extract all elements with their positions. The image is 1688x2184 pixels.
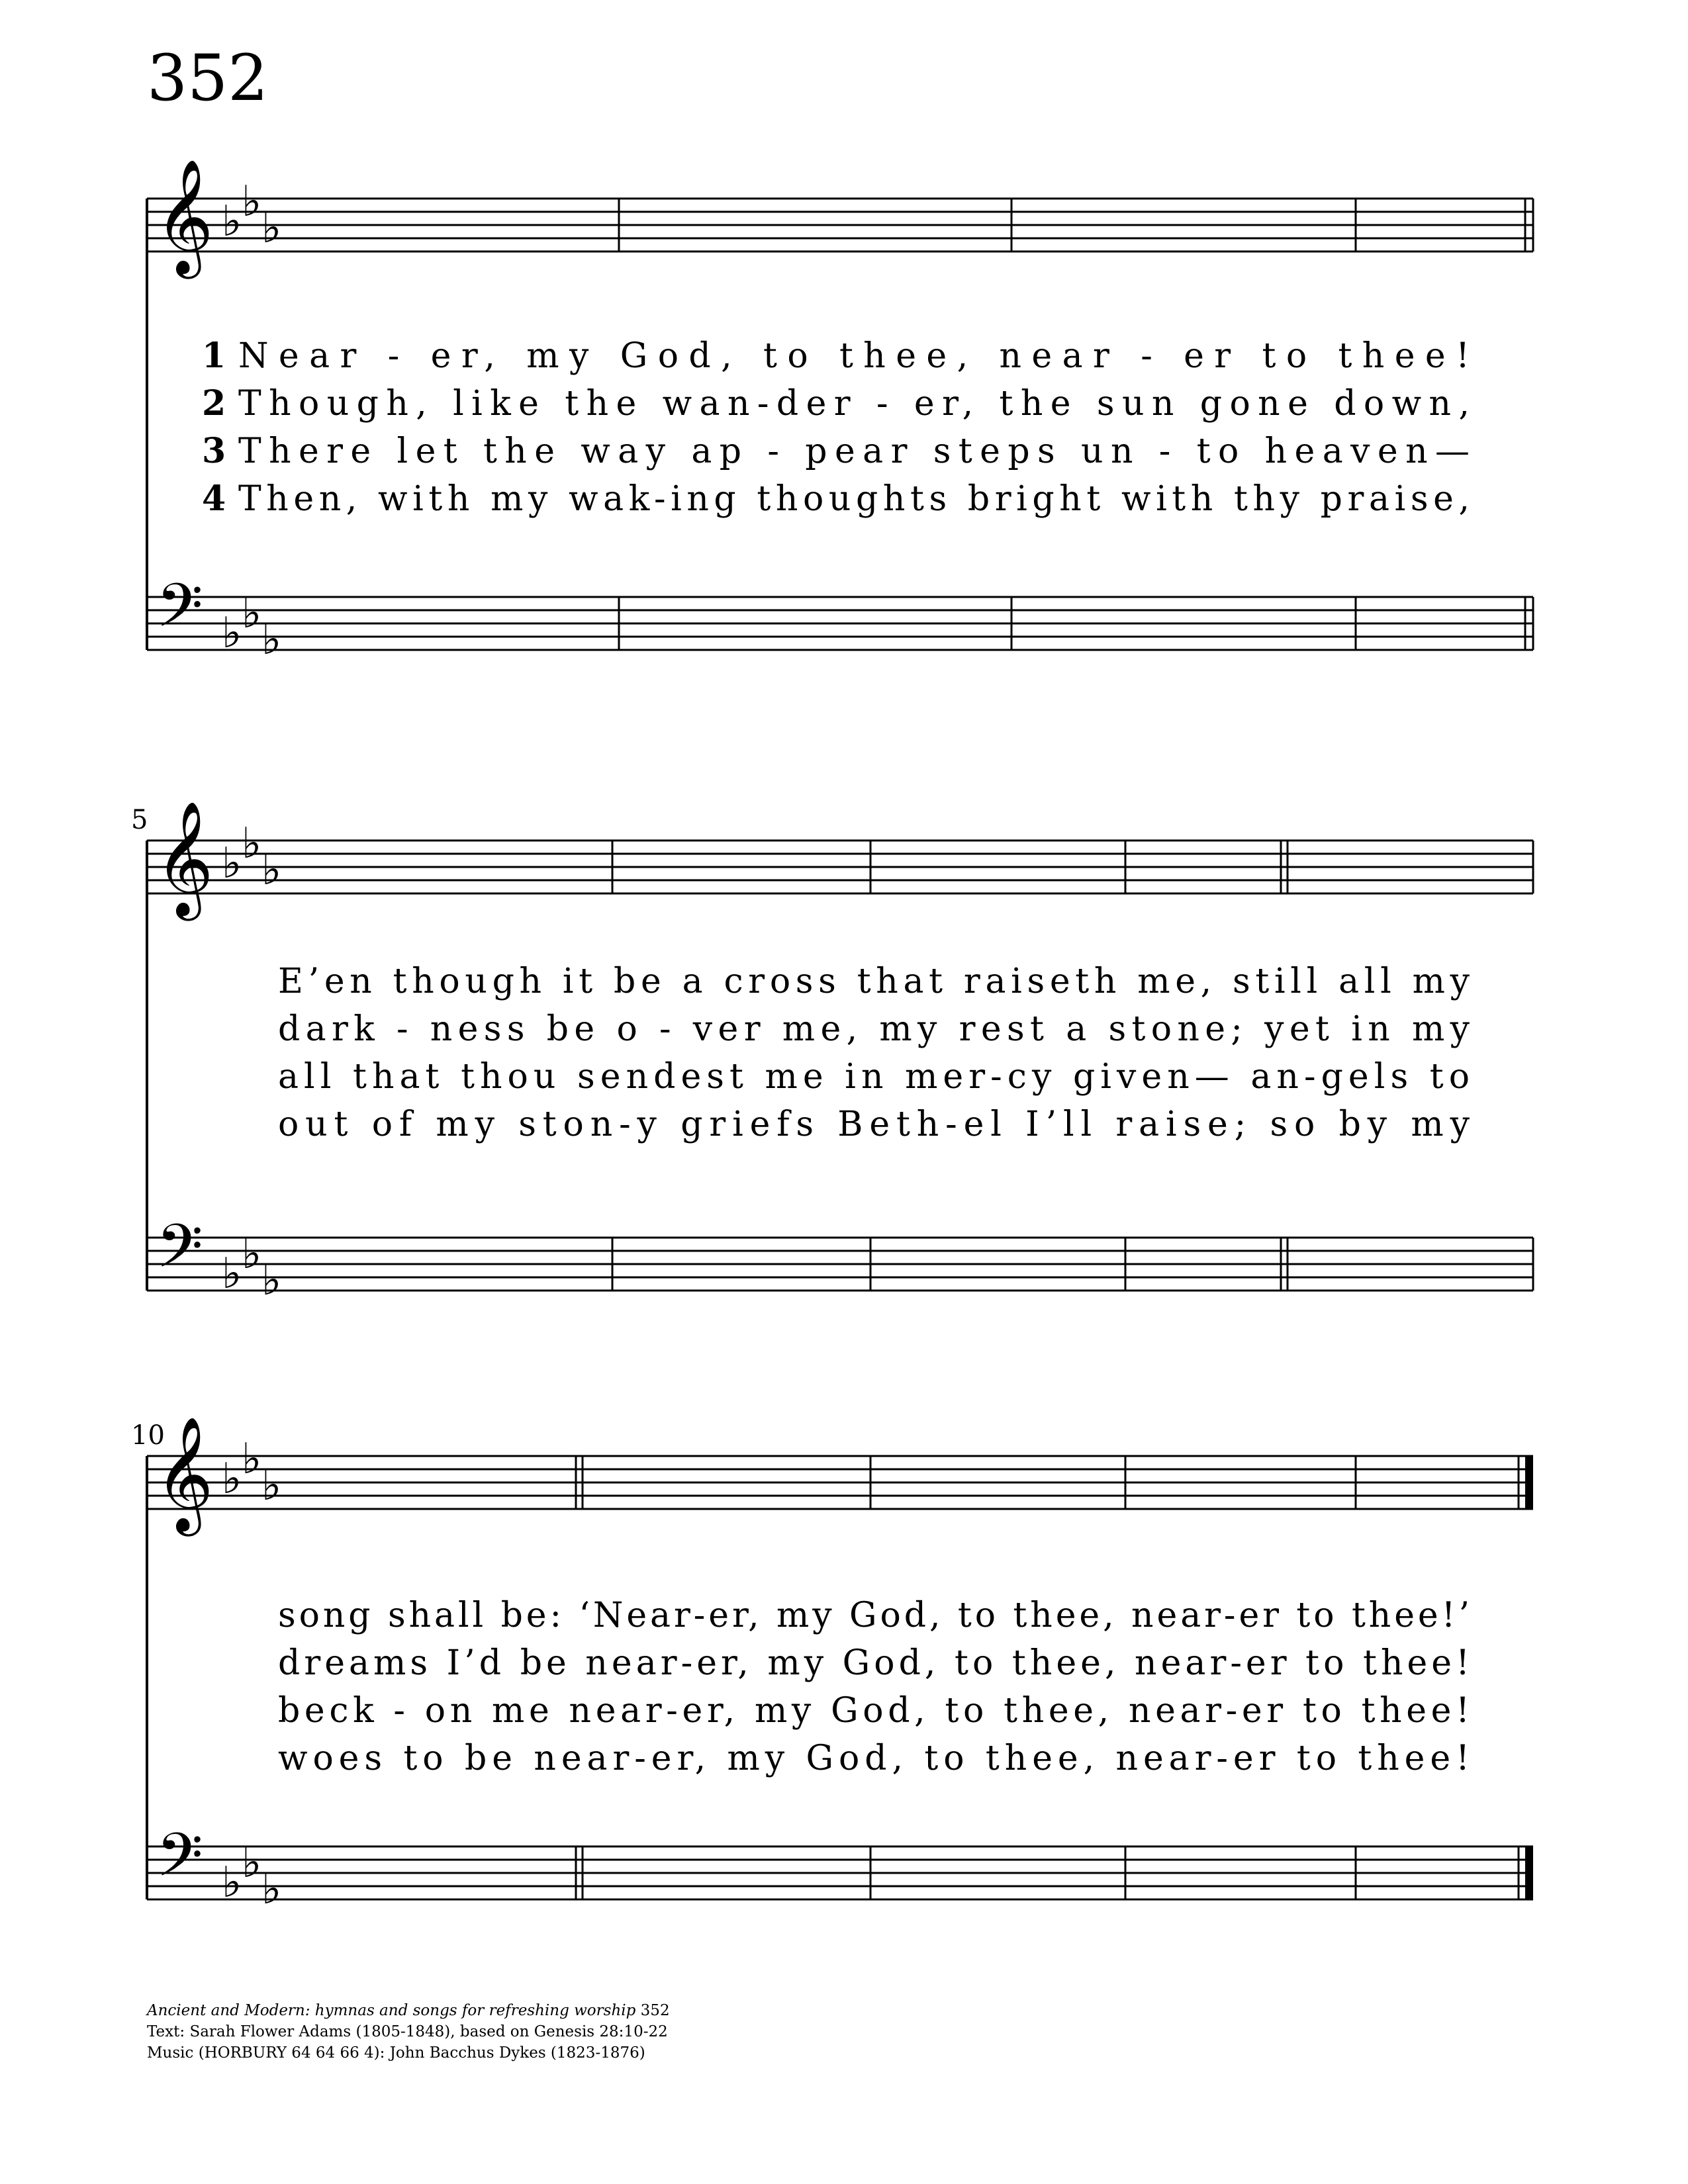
flat-sign-icon: ♭ — [242, 1435, 262, 1484]
flat-sign-icon: ♭ — [261, 1461, 282, 1510]
measure-number: 10 — [131, 1420, 165, 1451]
verse-number: 3 — [202, 431, 226, 471]
bass-clef-icon: 𝄢 — [156, 1820, 203, 1905]
bass-clef-icon: 𝄢 — [156, 1211, 203, 1296]
treble-clef-icon: 𝄞 — [155, 159, 214, 274]
lyric-line: Near - er, my God, to thee, near - er to thee! — [238, 336, 1470, 376]
treble-clef-icon: 𝄞 — [155, 1416, 214, 1531]
lyric-line: out of my ston-y griefs Beth-el I’ll raise; so by my — [278, 1105, 1470, 1144]
music-credit: Music (HORBURY 64 64 66 4): John Bacchus Dykes (1823-1876) — [147, 2044, 645, 2062]
final-barline — [1525, 1456, 1533, 1509]
flat-sign-icon: ♭ — [261, 615, 282, 664]
measure-number: 5 — [131, 805, 148, 835]
bass-clef-icon: 𝄢 — [156, 570, 203, 655]
verse-number: 2 — [202, 383, 226, 424]
text-credit: Text: Sarah Flower Adams (1805-1848), based on Genesis 28:10-22 — [147, 2023, 668, 2040]
lyric-line: E’en though it be a cross that raiseth me, still all my — [278, 962, 1470, 1001]
lyric-line: Though, like the wan-der - er, the sun gone down, — [238, 384, 1470, 424]
flat-sign-icon: ♭ — [261, 1256, 282, 1305]
verse-number: 1 — [202, 336, 226, 376]
flat-sign-icon: ♭ — [222, 1858, 242, 1907]
source-title: Ancient and Modern: hymnas and songs for refreshing worship — [147, 2002, 636, 2019]
flat-sign-icon: ♭ — [242, 177, 262, 226]
flat-sign-icon: ♭ — [242, 1230, 262, 1279]
final-barline — [1525, 1846, 1533, 1899]
flat-sign-icon: ♭ — [261, 204, 282, 253]
flat-sign-icon: ♭ — [242, 1839, 262, 1888]
flat-sign-icon: ♭ — [222, 197, 242, 246]
lyric-line: dark - ness be o - ver me, my rest a stone; yet in my — [278, 1009, 1470, 1049]
hymn-number: 352 — [147, 41, 269, 115]
lyric-line: woes to be near-er, my God, to thee, near-er to thee! — [278, 1739, 1470, 1778]
flat-sign-icon: ♭ — [222, 1455, 242, 1504]
lyric-line: Then, with my wak-ing thoughts bright with thy praise, — [238, 479, 1470, 519]
flat-sign-icon: ♭ — [242, 589, 262, 638]
treble-clef-icon: 𝄞 — [155, 801, 214, 916]
music-system — [131, 1416, 1533, 1914]
music-system — [131, 801, 1533, 1305]
lyric-line: all that thou sendest me in mer-cy given— an-gels to — [278, 1057, 1470, 1097]
flat-sign-icon: ♭ — [261, 846, 282, 895]
lyric-line: song shall be: ‘Near-er, my God, to thee, near-er to thee!’ — [278, 1596, 1470, 1635]
flat-sign-icon: ♭ — [222, 609, 242, 658]
source-line — [147, 2000, 670, 2021]
lyric-line: beck - on me near-er, my God, to thee, near-er to thee! — [278, 1691, 1470, 1731]
footer-credits — [147, 2000, 670, 2064]
flat-sign-icon: ♭ — [242, 819, 262, 868]
flat-sign-icon: ♭ — [222, 1250, 242, 1298]
source-number: 352 — [640, 2002, 670, 2019]
flat-sign-icon: ♭ — [261, 1865, 282, 1914]
lyric-line: There let the way ap - pear steps un - to heaven— — [238, 432, 1470, 471]
flat-sign-icon: ♭ — [222, 839, 242, 888]
music-system — [147, 159, 1533, 664]
lyric-line: dreams I’d be near-er, my God, to thee, near-er to thee! — [278, 1643, 1470, 1683]
verse-number: 4 — [202, 478, 226, 519]
